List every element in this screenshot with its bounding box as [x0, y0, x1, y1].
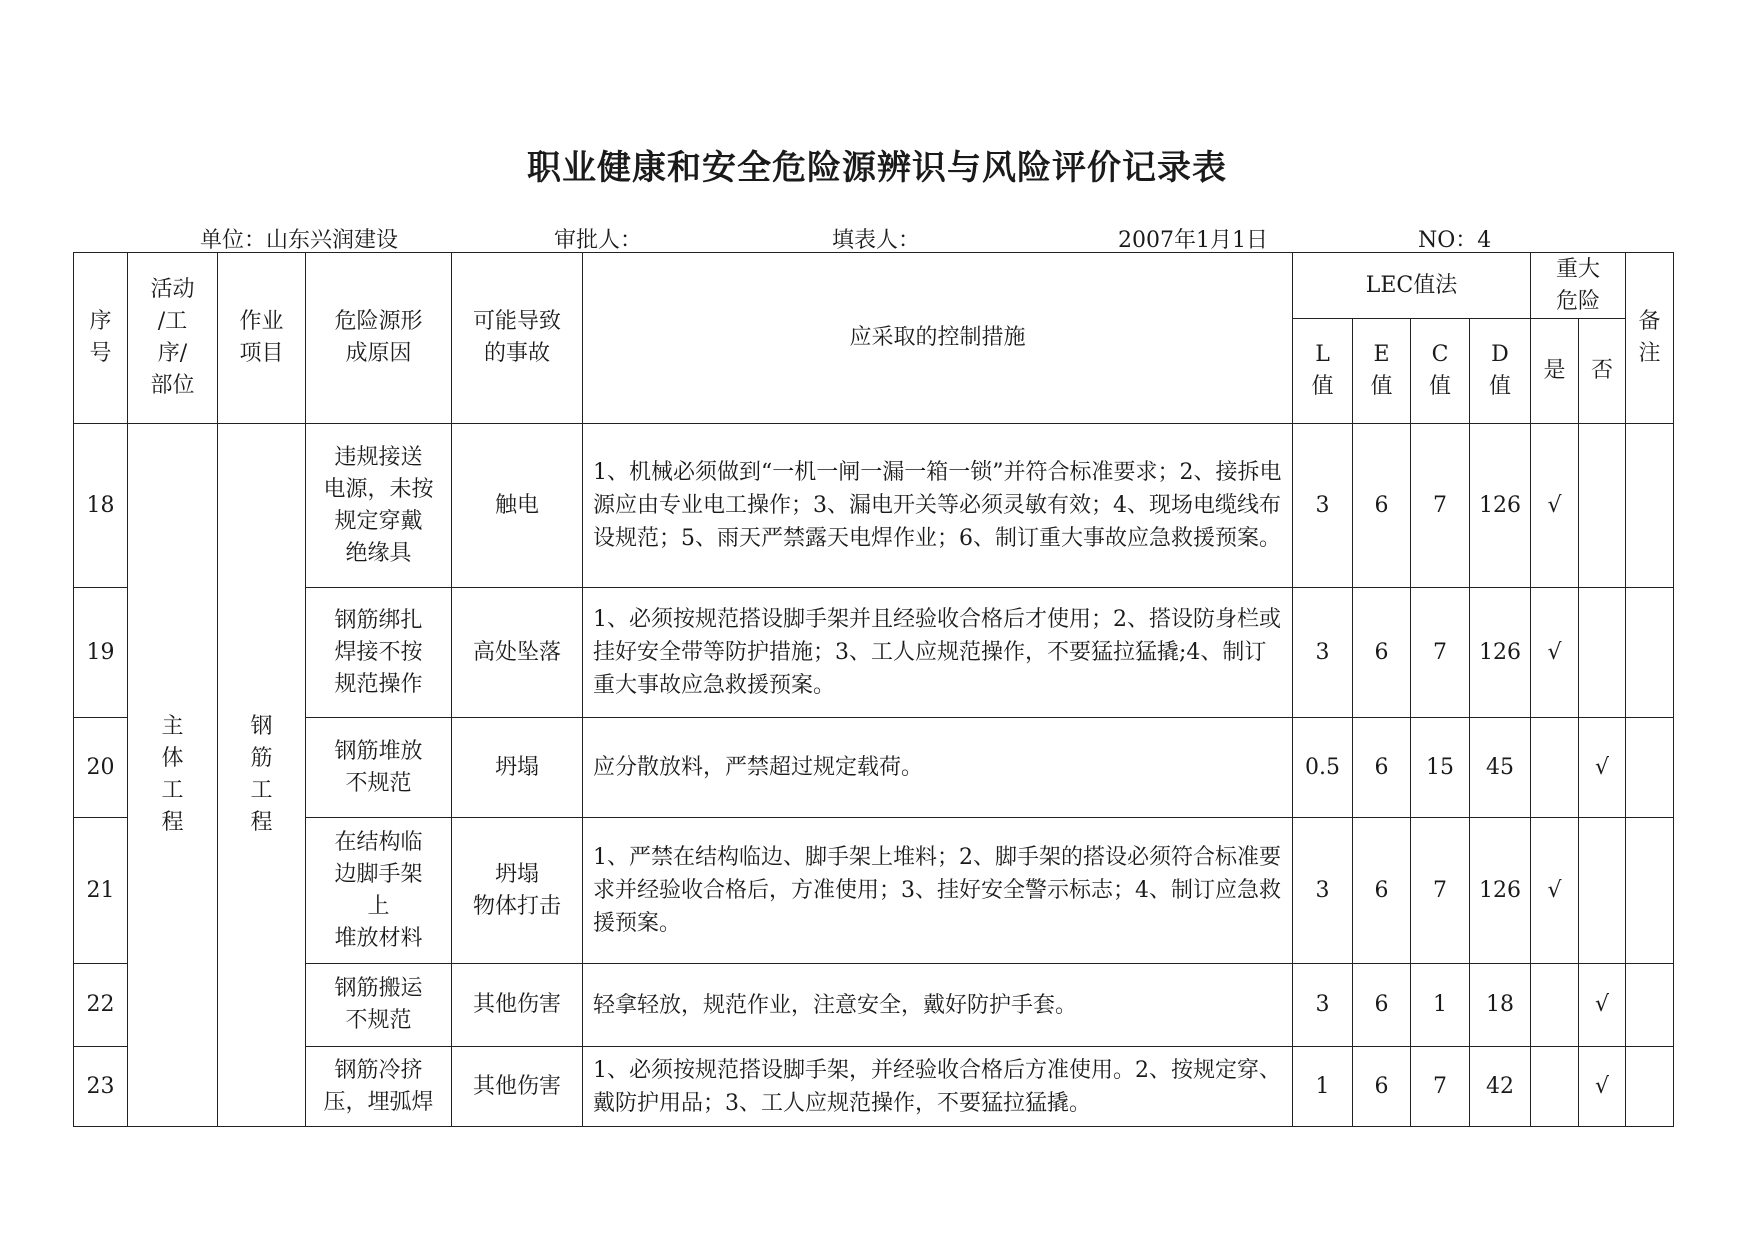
- cell-no: √: [1579, 964, 1626, 1047]
- header-no: 否: [1579, 319, 1626, 424]
- cell-measures: 1、严禁在结构临边、脚手架上堆料；2、脚手架的搭设必须符合标准要求并经验收合格后，方准使用；3、挂好安全警示标志；4、制订应急救援预案。: [583, 818, 1293, 964]
- cell-d: 126: [1470, 588, 1531, 718]
- cell-no: [1579, 424, 1626, 588]
- table-row: [74, 818, 1674, 964]
- risk-record-table: [73, 252, 1674, 1127]
- cell-e: 6: [1353, 588, 1411, 718]
- header-major-risk: 重大 危险: [1531, 253, 1626, 319]
- cell-l: 3: [1293, 964, 1353, 1047]
- cell-cause: 违规接送 电源，未按 规定穿戴 绝缘具: [306, 424, 452, 588]
- approver-field: [554, 223, 642, 254]
- cell-seq: 19: [74, 588, 128, 718]
- page-title: 职业健康和安全危险源辨识与风险评价记录表: [527, 148, 1227, 188]
- cell-d: 126: [1470, 818, 1531, 964]
- cell-e: 6: [1353, 964, 1411, 1047]
- filler-field: [832, 223, 920, 254]
- cell-c: 15: [1411, 718, 1470, 818]
- cell-yes: [1531, 718, 1579, 818]
- unit-value: 山东兴润建设: [266, 228, 399, 253]
- header-work-item: 作业 项目: [218, 253, 306, 424]
- approver-label: 审批人：: [554, 228, 643, 253]
- cell-c: 7: [1411, 1047, 1470, 1127]
- date-field: [1118, 223, 1268, 254]
- cell-accident: 其他伤害: [452, 1047, 583, 1127]
- cell-l: 3: [1293, 588, 1353, 718]
- cell-measures: 应分散放料，严禁超过规定载荷。: [583, 718, 1293, 818]
- header-row-1: [74, 253, 1674, 319]
- header-hazard-cause: 危险源形 成原因: [306, 253, 452, 424]
- cell-yes: √: [1531, 588, 1579, 718]
- cell-cause: 在结构临 边脚手架 上 堆放材料: [306, 818, 452, 964]
- cell-l: 3: [1293, 424, 1353, 588]
- cell-no: [1579, 588, 1626, 718]
- cell-l: 3: [1293, 818, 1353, 964]
- cell-work-item-group: 钢 筋 工 程: [218, 424, 306, 1127]
- cell-e: 6: [1353, 818, 1411, 964]
- cell-e: 6: [1353, 1047, 1411, 1127]
- cell-seq: 21: [74, 818, 128, 964]
- cell-e: 6: [1353, 718, 1411, 818]
- header-measures: 应采取的控制措施: [583, 253, 1293, 424]
- cell-remark: [1626, 588, 1674, 718]
- unit-field: [200, 223, 398, 254]
- cell-c: 7: [1411, 424, 1470, 588]
- cell-yes: [1531, 1047, 1579, 1127]
- cell-seq: 23: [74, 1047, 128, 1127]
- cell-measures: 1、必须按规范搭设脚手架，并经验收合格后方准使用。2、按规定穿、戴防护用品；3、工人应规范操作，不要猛拉猛撬。: [583, 1047, 1293, 1127]
- cell-measures: 1、机械必须做到“一机一闸一漏一箱一锁”并符合标准要求；2、接拆电源应由专业电工操作；3、漏电开关等必须灵敏有效；4、现场电缆线布设规范；5、雨天严禁露天电焊作业；6、制订重大事故应急救援预案。: [583, 424, 1293, 588]
- cell-cause: 钢筋堆放 不规范: [306, 718, 452, 818]
- cell-accident: 其他伤害: [452, 964, 583, 1047]
- cell-accident: 坍塌 物体打击: [452, 818, 583, 964]
- table-row: [74, 424, 1674, 588]
- table-row: [74, 1047, 1674, 1127]
- cell-c: 7: [1411, 818, 1470, 964]
- header-seq: 序 号: [74, 253, 128, 424]
- header-lec-method: LEC值法: [1293, 253, 1531, 319]
- cell-no: √: [1579, 718, 1626, 818]
- cell-d: 18: [1470, 964, 1531, 1047]
- cell-measures: 1、必须按规范搭设脚手架并且经验收合格后才使用；2、搭设防身栏或挂好安全带等防护措施；3、工人应规范操作，不要猛拉猛撬;4、制订重大事故应急救援预案。: [583, 588, 1293, 718]
- cell-remark: [1626, 818, 1674, 964]
- cell-yes: √: [1531, 818, 1579, 964]
- cell-d: 42: [1470, 1047, 1531, 1127]
- header-d: D 值: [1470, 319, 1531, 424]
- number-value: 4: [1477, 228, 1492, 253]
- cell-seq: 22: [74, 964, 128, 1047]
- cell-accident: 高处坠落: [452, 588, 583, 718]
- header-activity: 活动 /工 序/ 部位: [128, 253, 218, 424]
- header-accident: 可能导致 的事故: [452, 253, 583, 424]
- cell-c: 7: [1411, 588, 1470, 718]
- table-row: [74, 964, 1674, 1047]
- number-label: NO：: [1418, 228, 1478, 253]
- cell-seq: 20: [74, 718, 128, 818]
- header-l: L 值: [1293, 319, 1353, 424]
- cell-e: 6: [1353, 424, 1411, 588]
- cell-cause: 钢筋搬运 不规范: [306, 964, 452, 1047]
- cell-accident: 触电: [452, 424, 583, 588]
- header-c: C 值: [1411, 319, 1470, 424]
- header-remark: 备 注: [1626, 253, 1674, 424]
- number-field: [1418, 223, 1491, 254]
- cell-yes: [1531, 964, 1579, 1047]
- cell-no: [1579, 818, 1626, 964]
- cell-accident: 坍塌: [452, 718, 583, 818]
- cell-c: 1: [1411, 964, 1470, 1047]
- filler-label: 填表人：: [832, 228, 921, 253]
- header-yes: 是: [1531, 319, 1579, 424]
- cell-remark: [1626, 718, 1674, 818]
- cell-cause: 钢筋冷挤 压，埋弧焊: [306, 1047, 452, 1127]
- cell-measures: 轻拿轻放，规范作业，注意安全，戴好防护手套。: [583, 964, 1293, 1047]
- cell-remark: [1626, 964, 1674, 1047]
- cell-remark: [1626, 424, 1674, 588]
- cell-yes: √: [1531, 424, 1579, 588]
- date-value: 2007年1月1日: [1118, 228, 1268, 253]
- cell-cause: 钢筋绑扎 焊接不按 规范操作: [306, 588, 452, 718]
- cell-seq: 18: [74, 424, 128, 588]
- cell-l: 0.5: [1293, 718, 1353, 818]
- cell-d: 45: [1470, 718, 1531, 818]
- cell-activity-group: 主 体 工 程: [128, 424, 218, 1127]
- cell-no: √: [1579, 1047, 1626, 1127]
- cell-remark: [1626, 1047, 1674, 1127]
- unit-label: 单位：: [200, 228, 267, 253]
- cell-d: 126: [1470, 424, 1531, 588]
- header-e: E 值: [1353, 319, 1411, 424]
- table-row: [74, 718, 1674, 818]
- cell-l: 1: [1293, 1047, 1353, 1127]
- table-row: [74, 588, 1674, 718]
